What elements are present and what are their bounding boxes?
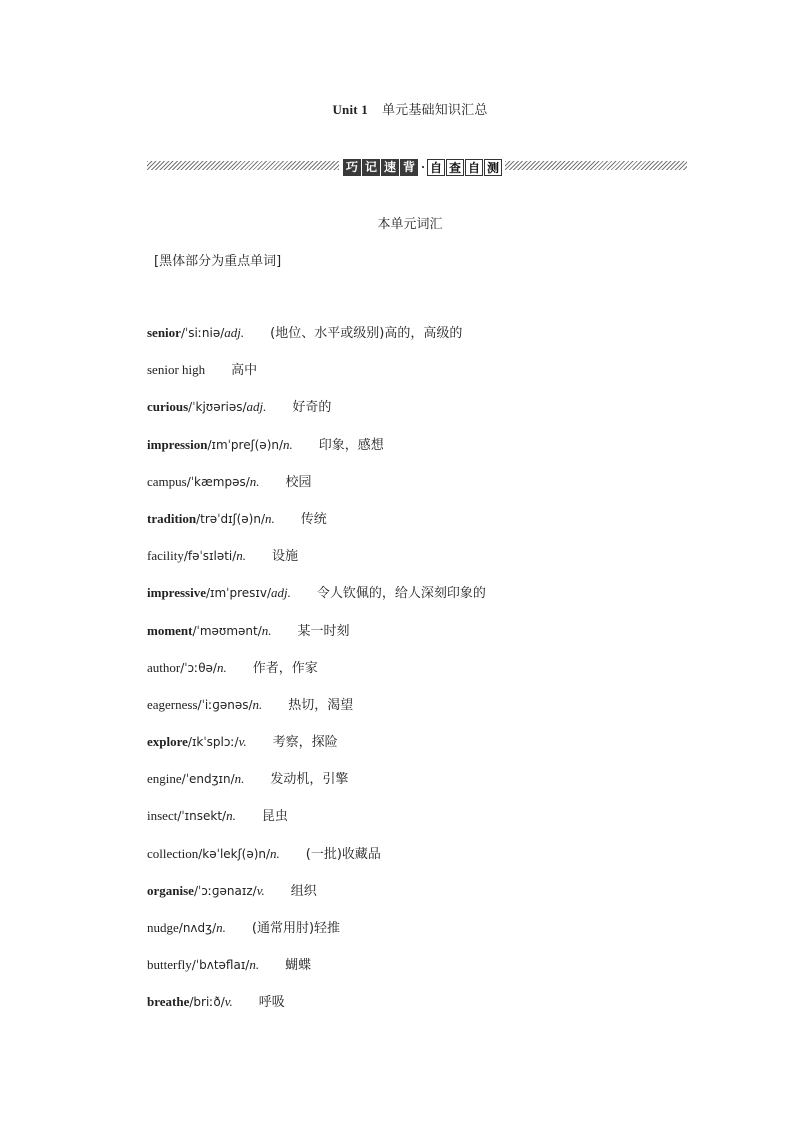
vocab-meaning: 某一时刻 [297,623,350,639]
vocab-meaning: 好奇的 [292,400,332,416]
vocab-entry [147,808,486,845]
vocab-pos: v. [238,734,247,750]
banner-badge [343,158,503,176]
vocab-word: insect [147,808,178,824]
vocab-entry [147,734,486,771]
vocab-entry [147,883,486,920]
vocab-phonetic: /ˈɔːθə/ [180,660,217,675]
unit-label: Unit 1 [332,102,368,117]
vocab-phonetic: /ɪmˈpreʃ(ə)n/ [207,437,284,452]
page-title [0,99,794,118]
vocab-phonetic: /nʌdʒ/ [178,921,217,935]
vocab-entry [147,474,486,511]
vocab-pos: n. [249,957,260,973]
vocab-meaning: 昆虫 [261,809,288,825]
vocab-word: eagerness [147,696,198,712]
banner-char: 查 [446,159,464,176]
vocab-pos: n. [226,808,236,824]
vocab-list [147,325,486,1032]
banner-char: 自 [465,159,483,176]
vocab-phonetic: /trəˈdɪʃ(ə)n/ [196,511,265,526]
vocab-word: facility [147,548,184,564]
vocab-meaning: 考察，探险 [272,735,338,751]
section-title: 本单元词汇 [377,217,443,232]
vocab-entry [147,846,486,883]
vocab-word: collection [147,845,199,861]
vocab-meaning: 组织 [290,883,317,899]
vocab-pos: n. [249,473,260,489]
vocab-word: impressive [147,585,206,601]
vocab-pos: n. [283,436,293,452]
vocab-entry [147,585,486,622]
vocab-entry [147,511,486,548]
vocab-entry [147,920,486,957]
vocab-word: senior high [147,362,206,378]
vocab-meaning: 印象，感想 [318,437,384,453]
vocab-entry [147,771,486,808]
vocab-meaning: 传统 [300,511,327,527]
vocab-meaning: (通常用肘)轻推 [251,921,341,936]
vocab-phonetic: /kəˈlekʃ(ə)n/ [198,846,271,861]
vocab-meaning: 校园 [285,474,312,490]
vocab-entry [147,325,486,362]
vocab-meaning: 作者，作家 [252,660,318,676]
vocab-word: senior [147,325,181,340]
vocab-entry [147,623,486,660]
vocab-phonetic: /ˈkæmpəs/ [186,474,250,489]
unit-title-zh: 单元基础知识汇总 [381,103,488,118]
banner-char: 记 [362,159,380,176]
vocab-pos: n. [265,510,275,526]
vocab-word: engine [147,771,182,787]
vocab-word: nudge [147,920,179,935]
vocab-pos: n. [252,696,263,712]
vocab-phonetic: /fəˈsɪləti/ [183,549,237,564]
vocab-entry [147,362,486,399]
vocab-word: campus [147,473,187,489]
banner-hatch-left [147,161,339,170]
vocab-entry [147,399,486,436]
vocab-pos: n. [261,622,272,638]
vocab-pos: v. [224,994,233,1010]
vocab-entry [147,994,486,1031]
vocab-pos: n. [216,659,227,675]
vocab-pos: adj. [224,325,245,340]
vocab-phonetic: /ˈbʌtəflaɪ/ [191,958,250,973]
banner-hatch-right [505,161,687,170]
vocab-word: breathe [147,994,190,1010]
vocab-phonetic: /ˈməʊmənt/ [192,623,262,638]
vocab-meaning: 发动机，引擎 [270,772,349,788]
banner-char: 测 [484,159,502,176]
vocab-pos: adj. [271,585,291,601]
vocab-meaning: 呼吸 [258,995,285,1011]
vocab-meaning: 蝴蝶 [285,958,312,974]
section-banner [147,158,687,176]
vocab-pos: n. [216,920,226,935]
banner-separator: · [420,159,426,174]
vocab-meaning: (地位、水平或级别)高的，高级的 [270,326,463,341]
vocab-phonetic: /ˈiːɡənəs/ [197,697,253,712]
vocab-meaning: 高中 [231,363,258,379]
vocab-entry [147,957,486,994]
vocab-word: impression [147,436,208,452]
vocab-pos: v. [256,882,265,898]
vocab-word: organise [147,882,194,898]
vocab-word: explore [147,734,188,750]
vocab-pos: n. [236,548,247,564]
banner-char: 巧 [343,159,361,176]
vocab-meaning: (一批)收藏品 [305,846,381,862]
banner-char: 速 [381,159,399,176]
vocab-entry [147,697,486,734]
vocab-pos: n. [270,845,280,861]
vocab-word: butterfly [147,957,192,973]
vocab-word: moment [147,622,193,638]
key-word-note: [黑体部分为重点单词] [154,254,282,269]
vocab-entry [147,660,486,697]
vocab-entry [147,437,486,474]
vocab-pos: n. [234,771,245,787]
vocab-entry [147,548,486,585]
vocab-phonetic: /ˈɪnsekt/ [177,809,227,824]
vocab-phonetic: /ˈendʒɪn/ [181,772,235,787]
vocab-phonetic: /ˈɔːɡənaɪz/ [193,883,257,898]
vocab-phonetic: /ˈkjʊəriəs/ [188,400,247,415]
vocab-meaning: 令人钦佩的，给人深刻印象的 [316,586,486,602]
vocab-word: curious [147,399,189,415]
vocab-word: tradition [147,510,197,526]
vocab-phonetic: /ˈsiːniə/ [180,326,225,340]
banner-char: 背 [400,159,418,176]
vocab-meaning: 设施 [272,549,299,565]
vocab-phonetic: /briːð/ [189,995,225,1010]
vocab-meaning: 热切，渴望 [288,697,354,713]
vocab-phonetic: /ɪmˈpresɪv/ [205,586,271,601]
banner-char: 自 [427,159,445,176]
vocab-word: author [147,659,181,675]
vocab-pos: adj. [246,399,267,415]
vocab-phonetic: /ɪkˈsplɔː/ [187,735,239,750]
